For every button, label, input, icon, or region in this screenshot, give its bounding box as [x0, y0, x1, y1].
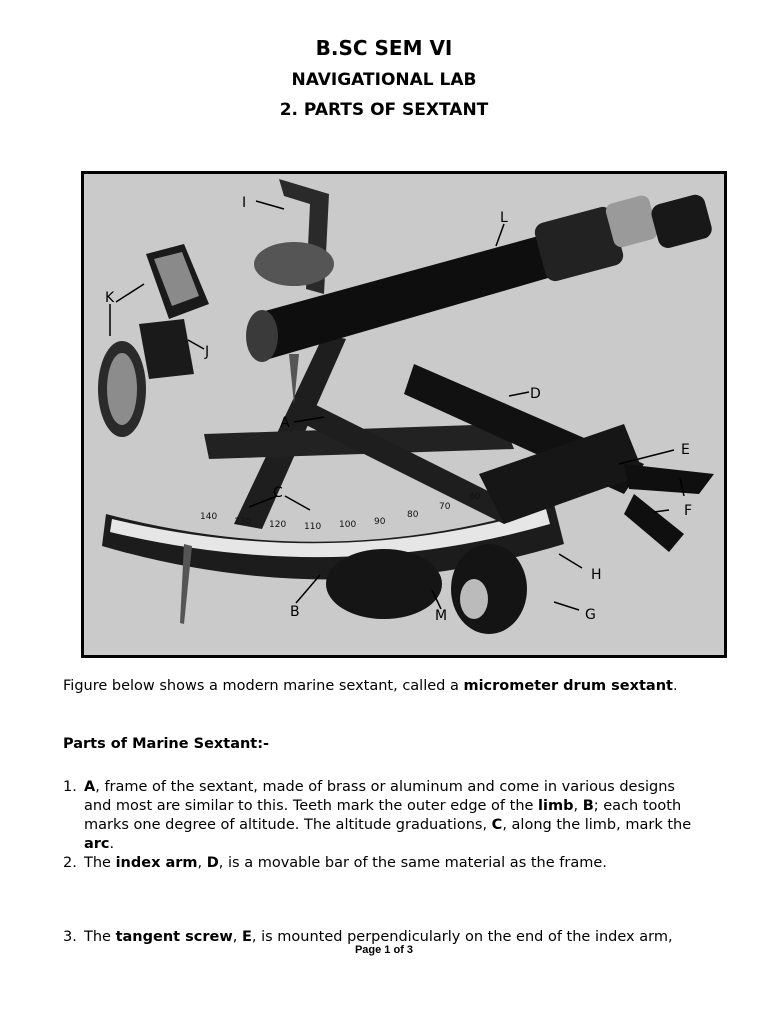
label-H: H [591, 567, 602, 583]
bold-term: limb [538, 798, 574, 814]
topic-title: 2. PARTS OF SEXTANT [279, 100, 489, 120]
label-J: J [205, 344, 210, 360]
bold-term: tangent screw [115, 929, 233, 945]
label-B: B [290, 604, 300, 620]
bold-term: E [241, 929, 252, 945]
scale-80: 80 [407, 510, 419, 520]
label-M: M [435, 608, 448, 624]
list-text: The [84, 929, 116, 945]
list-text: , along the limb, mark the [502, 817, 692, 833]
label-E: E [681, 442, 690, 458]
list-number: 3. [63, 929, 77, 945]
parts-heading: Parts of Marine Sextant:- [63, 736, 270, 752]
label-L: L [500, 210, 508, 226]
list-text: ; each tooth marks one degree of altitude. The altitude graduations, [84, 798, 682, 833]
list-text: . [109, 836, 115, 852]
bold-term: A [84, 779, 96, 795]
bold-term: arc [84, 836, 110, 852]
label-K: K [105, 290, 115, 306]
label-A: A [280, 415, 290, 431]
label-I: I [242, 195, 247, 211]
list-text: , is a movable bar of the same material as the frame. [218, 855, 607, 871]
list-text: , frame of the sextant, made of brass or aluminum and come in various designs and most are similar to this. Teeth mark the outer edge of the [84, 779, 675, 814]
scale-100: 100 [339, 520, 357, 530]
scale-60: 60 [469, 492, 481, 502]
list-number: 1. [63, 779, 77, 795]
label-G: G [585, 607, 596, 623]
scale-140: 140 [200, 512, 218, 522]
scale-130: 130 [234, 517, 252, 527]
list-item [63, 778, 703, 854]
scale-120: 120 [269, 520, 287, 530]
list-text: , [232, 929, 242, 945]
bold-term: D [206, 855, 219, 871]
parts-list [63, 778, 703, 873]
list-text: The [84, 855, 116, 871]
label-D: D [530, 386, 541, 402]
sextant-figure [81, 171, 727, 658]
list-text: , [197, 855, 207, 871]
figure-caption [63, 677, 723, 696]
list-number: 2. [63, 855, 77, 871]
label-F: F [684, 503, 693, 519]
bold-term: index arm [115, 855, 198, 871]
caption-bold: micrometer drum sextant [463, 678, 673, 694]
page-footer: Page 1 of 3 [354, 944, 414, 956]
scale-90: 90 [374, 517, 386, 527]
label-C: C [273, 485, 283, 501]
caption-text: Figure below shows a modern marine sextant, called a [63, 678, 464, 694]
course-title: B.SC SEM VI [315, 36, 453, 60]
lab-title: NAVIGATIONAL LAB [291, 70, 477, 90]
list-item [63, 854, 703, 873]
caption-end: . [672, 678, 678, 694]
bold-term: C [491, 817, 503, 833]
list-text: , is mounted perpendicularly on the end of the index arm, [251, 929, 673, 945]
scale-110: 110 [304, 522, 322, 532]
bold-term: B [582, 798, 594, 814]
scale-70: 70 [439, 502, 451, 512]
list-text: , [573, 798, 583, 814]
sextant-illustration [84, 174, 724, 655]
